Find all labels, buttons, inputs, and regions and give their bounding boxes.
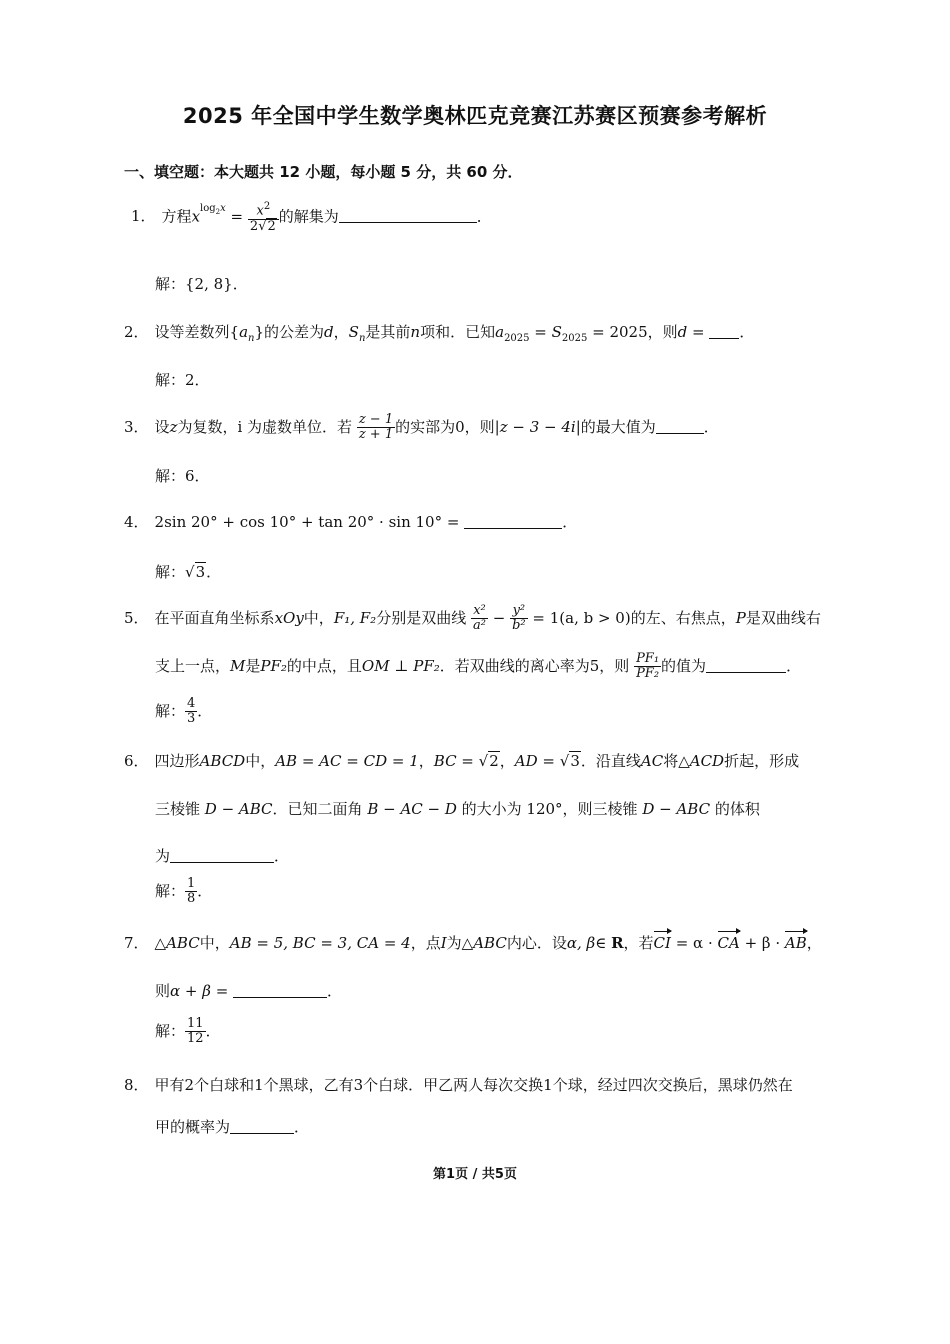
answer-blank[interactable] — [706, 658, 786, 673]
answer-5: 解： $\frac{4}{3}$ ． — [155, 696, 213, 727]
question-1: 1． 方程$x^{log_2x}$ = $\frac{x^2}{2√2}$ 的解集为 ． — [131, 201, 492, 234]
page-footer: 第1页 / 共5页 — [433, 1167, 517, 1182]
fraction: $\frac{\text{x²}}{\text{a²}}$ — [473, 603, 486, 634]
answer-1: 解：{2, 8}． — [155, 275, 248, 293]
answer-blank[interactable] — [339, 208, 477, 223]
fraction: $\frac{\text{PF₁}}{\text{PF₂}}$ — [636, 651, 660, 682]
question-2: 2． 设等差数列$\{a_n\}$的公差为d，$S_n$是其前n项和．已知$a_{2025} = S_{2025} = 2025$，则d = ． — [124, 323, 755, 344]
answer-4: 解：√3． — [155, 563, 222, 581]
question-8-line-2: 甲的概率为 ． — [155, 1118, 310, 1136]
fraction: $\frac{4}{3}$ — [187, 696, 196, 727]
fraction: $\frac{z - 1}{z + 1}$ — [358, 412, 394, 443]
page-title: 2025 年全国中学生数学奥林匹克竞赛江苏赛区预赛参考解析 — [182, 104, 768, 128]
question-3: 3． 设z为复数，i 为虚数单位．若 $\frac{z - 1}{z + 1}$ 的实部为0，则|z − 3 − 4i|的最大值为 ． — [124, 412, 719, 443]
question-7-line-2: 则α + β = ． — [155, 982, 343, 1000]
question-6: 6． 四边形ABCD中，AB = AC = CD = 1，BC = √2，AD = √3．沿直线AC将△ACD折起，形成 — [124, 752, 800, 770]
answer-3: 解：6． — [155, 467, 210, 485]
question-4: 4． 2sin 20° + cos 10° + tan 20° · sin 10° = ． — [124, 513, 578, 531]
question-8: 8． 甲有2个白球和1个黑球，乙有3个白球．甲乙两人每次交换1个球，经过四次交换后，黑球仍然在 — [124, 1076, 793, 1094]
section-heading: 一、填空题：本大题共 12 小题，每小题 5 分，共 60 分． — [124, 163, 523, 181]
answer-blank[interactable] — [170, 848, 274, 863]
answer-7: 解： $\frac{11}{12}$ ． — [155, 1016, 221, 1047]
question-6-line-3: 为 ． — [155, 847, 290, 865]
question-5-line-2: 支上一点，M是PF₂的中点，且OM ⊥ PF₂．若双曲线的离心率为5，则 $\frac{\text{PF₁}}{\text{PF₂}}$ 的值为 ． — [155, 651, 802, 682]
question-5: 5． 在平面直角坐标系xOy中，F₁, F₂分别是双曲线 $\frac{\text{x²}}{\text{a²}}$ − $\frac{\text{y²}}{\text{b²}}$ = 1(a, b > 0)的左、右焦点，P是双曲线右 — [124, 603, 821, 634]
question-7: 7． △ABC中，AB = 5, BC = 3, CA = 4，点I为△ABC内心．设α, β∈ R，若CI = α · CA + β · AB， — [124, 934, 822, 952]
answer-blank[interactable] — [656, 419, 704, 434]
answer-blank[interactable] — [709, 324, 739, 339]
answer-blank[interactable] — [464, 514, 562, 529]
fraction: $\frac{x^2}{2√2}$ — [248, 201, 279, 234]
answer-blank[interactable] — [230, 1119, 294, 1134]
answer-6: 解： $\frac{1}{8}$ ． — [155, 876, 213, 907]
question-6-line-2: 三棱锥 D − ABC．已知二面角 B − AC − D 的大小为 120°，则三棱锥 D − ABC 的体积 — [155, 800, 760, 818]
fraction: $\frac{\text{y²}}{\text{b²}}$ — [512, 603, 526, 634]
fraction: $\frac{11}{12}$ — [187, 1016, 204, 1047]
answer-2: 解：2． — [155, 371, 210, 389]
answer-blank[interactable] — [233, 983, 327, 998]
fraction: $\frac{1}{8}$ — [187, 876, 196, 907]
